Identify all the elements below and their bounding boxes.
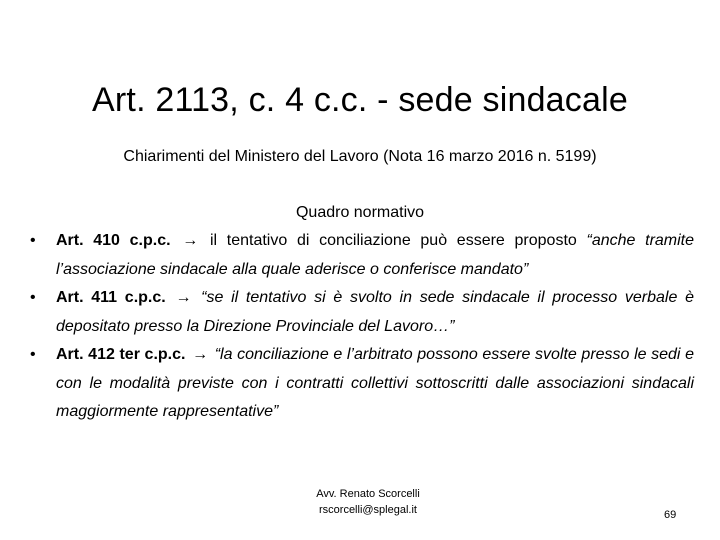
bullet-quote: “la conciliazione e l’arbitrato possono essere svolte presso le sedi e con le modalità previste con i contratti collettivi sottoscritti dalle associazioni sindacali maggiormente rappresentative” [56,346,695,420]
author-name: Avv. Renato Scorcelli [316,488,420,500]
bullet-text: il tentativo di conciliazione può essere proposto [209,232,577,249]
bullet-quote: “anche tramite l’associazione sindacale alla quale aderisce o conferisce mandato” [56,232,695,278]
footer-author-block [0,486,720,518]
arrow-right-icon: → [182,232,199,249]
bullet-list [30,227,694,427]
bullet-marker: • [30,232,36,249]
bullet-item-art-410 [30,227,694,284]
arrow-right-icon: → [192,346,209,363]
arrow-right-icon: → [175,289,192,306]
page-number: 69 [664,509,677,521]
article-reference: Art. 411 c.p.c. [56,289,166,306]
slide-subtitle: Chiarimenti del Ministero del Lavoro (Nota 16 marzo 2016 n. 5199) [123,148,597,165]
slide-title: Art. 2113, c. 4 c.c. - sede sindacale [92,81,628,119]
bullet-item-art-411 [30,284,694,341]
author-email: rscorcelli@splegal.it [319,504,417,516]
bullet-marker: • [30,346,36,363]
article-reference: Art. 410 c.p.c. [56,232,171,249]
bullet-item-art-412-ter [30,341,694,427]
bullet-quote: “se il tentativo si è svolto in sede sindacale il processo verbale è depositato presso la Direzione Provinciale del Lavoro…” [56,289,694,335]
section-heading: Quadro normativo [295,204,425,221]
bullet-marker: • [30,289,36,306]
article-reference: Art. 412 ter c.p.c. [56,346,186,363]
